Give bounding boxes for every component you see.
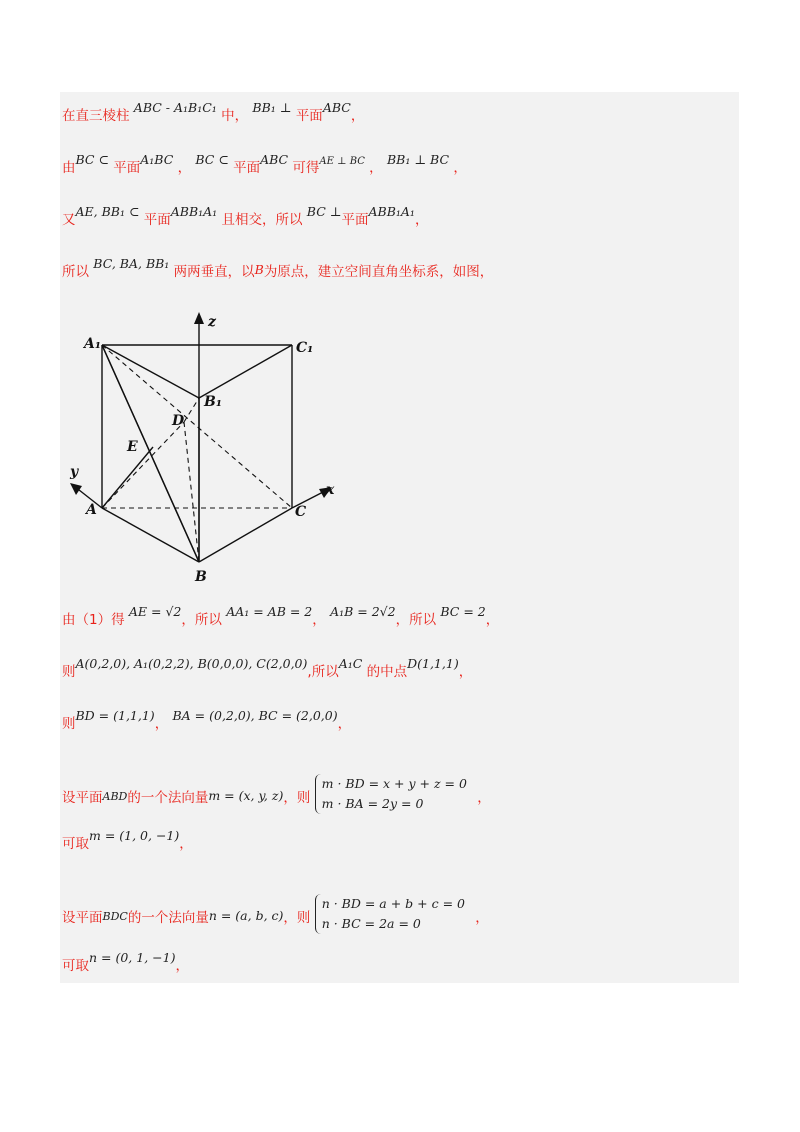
label-d: D [172, 413, 185, 429]
text-segment: ， [477, 790, 491, 806]
text-line-9 [62, 828, 193, 852]
text-line-8 [62, 778, 491, 818]
text-segment: 为原点，建立空间直角坐标系，如图， [263, 264, 494, 280]
math-coordinates: A(0,2,0), A₁(0,2,2), B(0,0,0), C(2,0,0) [75, 656, 308, 671]
text-segment: ， [350, 108, 365, 124]
text-segment: 平面 [143, 212, 171, 228]
text-segment: ， [175, 958, 189, 974]
label-a1: A₁ [84, 336, 101, 352]
text-segment: 所以 [62, 264, 89, 280]
math-perp: BB₁ ⊥ BC [386, 152, 450, 167]
math-subset: AE, BB₁ ⊂ [75, 204, 140, 219]
equation-1: n · BD = a + b + c = 0 [321, 896, 465, 911]
text-line-5 [62, 604, 500, 628]
text-segment: ， [458, 664, 473, 680]
text-segment: ， [414, 212, 429, 228]
text-segment: ， [179, 836, 193, 852]
text-line-2 [62, 152, 467, 178]
label-e: E [127, 439, 138, 455]
math-plane: ABB₁A₁ [170, 204, 218, 219]
text-segment: ， [453, 160, 467, 176]
text-line-4 [62, 256, 494, 280]
text-segment: ， [337, 716, 352, 732]
text-segment: 的中点 [366, 664, 408, 680]
segment-a-d-dashed [102, 422, 184, 508]
y-arrow-icon [70, 483, 82, 495]
math-vectors-ba-bc: BA = (0,2,0), BC = (2,0,0) [172, 708, 338, 723]
edge-b-c [199, 508, 292, 562]
equation-2: m · BA = 2y = 0 [321, 796, 424, 811]
math-bc: BC = 2 [440, 604, 486, 619]
text-segment: 则 [62, 664, 76, 680]
equation-system-n [315, 894, 465, 934]
math-perp: AE ⊥ BC [319, 156, 365, 167]
text-segment: 在直三棱柱 [62, 108, 130, 124]
text-segment: 平面 [341, 212, 369, 228]
prism-figure [62, 300, 362, 590]
text-segment: 可取 [62, 836, 89, 852]
math-subset: BC ⊂ [75, 152, 109, 167]
label-b1: B₁ [204, 394, 222, 410]
equation-2: n · BC = 2a = 0 [321, 916, 421, 931]
equation-1: m · BD = x + y + z = 0 [321, 776, 467, 791]
text-line-11 [62, 950, 189, 974]
text-line-1 [62, 100, 365, 124]
text-segment: 的一个法向量 [127, 790, 209, 806]
segment-d-b-dashed [184, 422, 199, 562]
text-segment: 两两垂直，以 [173, 264, 255, 280]
text-segment: 中， [221, 108, 249, 124]
math-plane: ABB₁A₁ [368, 204, 415, 219]
text-segment: 平面 [113, 160, 141, 176]
math-perp: BB₁ ⊥ [252, 100, 292, 115]
text-segment: ， [369, 160, 383, 176]
label-a: A [86, 502, 97, 518]
math-normal-m: m = (x, y, z) [208, 788, 284, 803]
math-plane: ABC [260, 152, 289, 167]
text-segment: 则 [62, 716, 76, 732]
text-segment: ，所以 [395, 612, 437, 628]
text-segment: ， [312, 612, 326, 628]
text-segment: ，则 [283, 790, 311, 806]
label-b: B [195, 569, 207, 585]
text-segment: 又 [62, 212, 76, 228]
label-z-axis: z [208, 314, 216, 330]
math-prism: ABC - A₁B₁C₁ [133, 100, 217, 115]
text-segment: 的一个法向量 [127, 910, 209, 926]
text-segment: 平面 [233, 160, 261, 176]
text-segment: 且相交，所以 [221, 212, 303, 228]
math-plane-bdc: BDC [102, 910, 128, 923]
math-a1c: A₁C [338, 656, 363, 671]
math-lengths: AA₁ = AB = 2 [226, 604, 313, 619]
text-segment: 由 [62, 160, 76, 176]
label-y-axis: y [70, 464, 79, 480]
text-segment: 可取 [62, 958, 89, 974]
text-segment: ， [475, 910, 489, 926]
text-segment: 可得 [292, 160, 320, 176]
label-x-axis: x [326, 482, 335, 498]
math-ae: AE = √2 [128, 604, 182, 619]
text-segment: ，则 [283, 910, 311, 926]
z-arrow-icon [194, 312, 204, 324]
text-segment: 由（1）得 [62, 612, 125, 628]
text-line-10 [62, 898, 489, 938]
text-line-3 [62, 204, 429, 228]
text-segment: ， [154, 716, 169, 732]
edge-b1-c1 [199, 345, 292, 398]
math-plane-abd: ABD [102, 790, 128, 803]
math-normal-n: n = (a, b, c) [208, 908, 284, 923]
text-segment: 设平面 [62, 910, 103, 926]
text-segment: ， [485, 612, 500, 628]
math-subset: BC ⊂ [195, 152, 229, 167]
math-vector-bd: BD = (1,1,1) [75, 708, 155, 723]
edge-a1-b1 [102, 345, 199, 398]
text-segment: 平面 [295, 108, 323, 124]
text-line-6 [62, 656, 473, 680]
math-d: D(1,1,1) [407, 656, 459, 671]
math-perp: BC ⊥ [306, 204, 342, 219]
text-line-7 [62, 708, 352, 732]
edge-a-b [102, 508, 199, 562]
math-plane: A₁BC [140, 152, 174, 167]
label-c: C [295, 504, 307, 520]
text-segment: ，所以 [181, 612, 222, 628]
equation-system-m [315, 774, 467, 814]
math-n-value: n = (0, 1, −1) [89, 950, 176, 965]
text-segment: ,所以 [307, 664, 339, 680]
math-a1b: A₁B = 2√2 [330, 604, 396, 619]
math-lines: BC, BA, BB₁ [93, 256, 170, 271]
segment-d-b1-dashed [184, 398, 199, 422]
math-m-value: m = (1, 0, −1) [89, 828, 180, 843]
math-plane: ABC [322, 100, 351, 115]
label-c1: C₁ [296, 340, 314, 356]
segment-a-e [102, 447, 153, 508]
text-segment: ， [177, 160, 192, 176]
diag-a1-c-dashed [102, 345, 292, 508]
text-segment: 设平面 [62, 790, 103, 806]
math-origin: B [254, 262, 264, 277]
segment-a1-b [102, 345, 199, 562]
